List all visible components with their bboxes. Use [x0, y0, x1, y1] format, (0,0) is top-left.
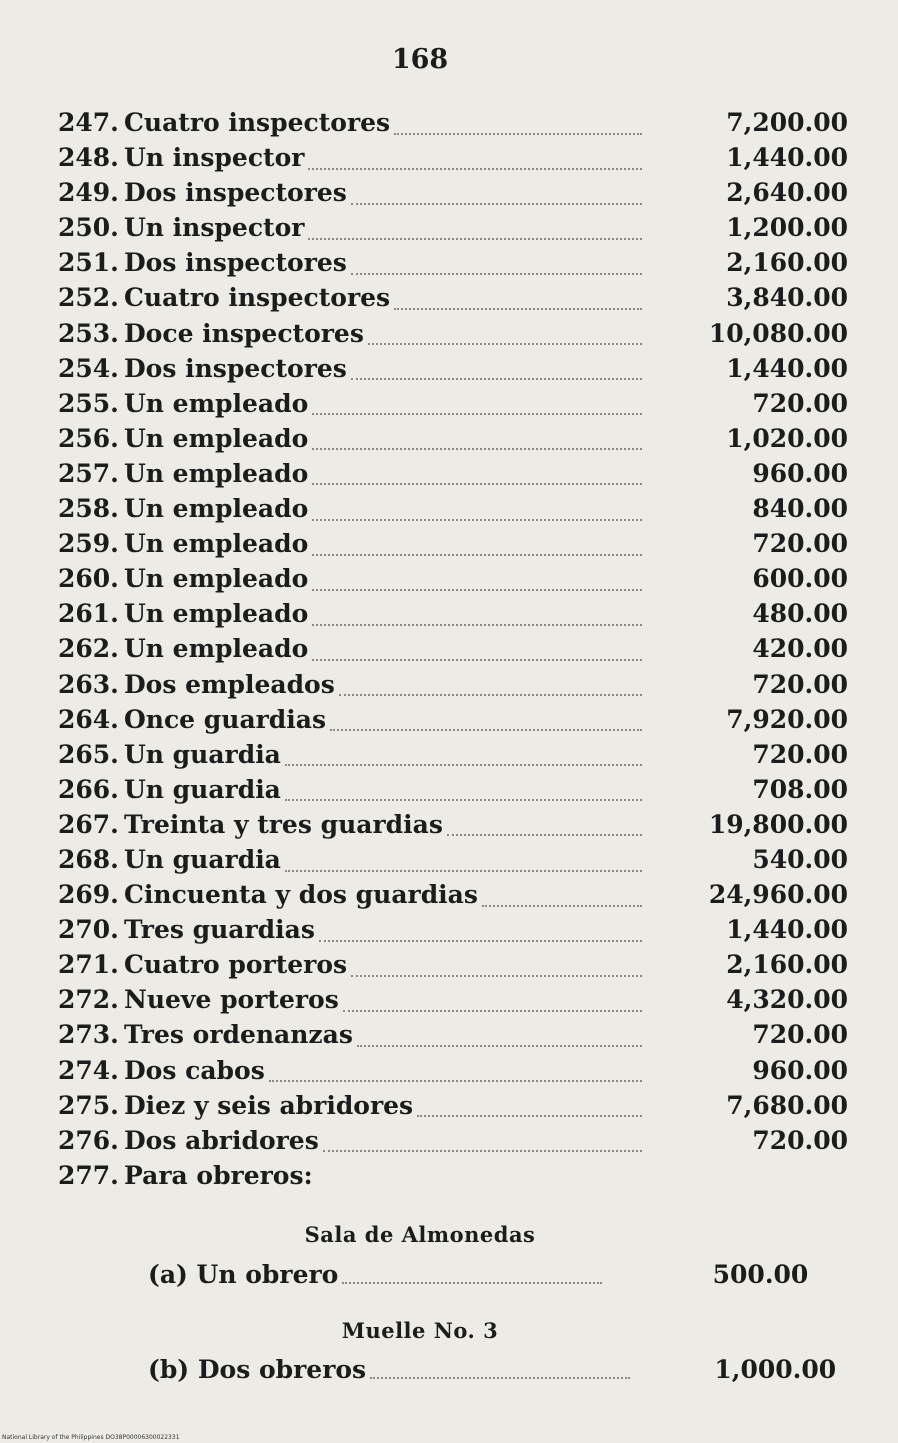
- entry-amount: 720.00: [752, 669, 848, 699]
- entry-description: Un empleado: [124, 599, 309, 629]
- sub-entry-b: [148, 1355, 838, 1384]
- dot-leader: [308, 168, 642, 170]
- entry-amount: 720.00: [752, 529, 848, 559]
- entry-amount: 840.00: [752, 494, 848, 524]
- entry-description: Un empleado: [124, 634, 309, 664]
- entry-amount: 1,440.00: [726, 143, 848, 173]
- entry-row: [58, 494, 848, 529]
- entry-row: [58, 248, 848, 283]
- entry-row: [58, 283, 848, 318]
- entry-number: 264.: [58, 704, 119, 734]
- entry-description: Tres guardias: [124, 915, 315, 945]
- dot-leader: [343, 1010, 642, 1012]
- entry-amount: 4,320.00: [726, 985, 848, 1015]
- entry-row: [58, 599, 848, 634]
- dot-leader: [312, 448, 642, 450]
- entry-number: 250.: [58, 213, 119, 243]
- entry-row: [58, 564, 848, 599]
- dot-leader: [312, 519, 642, 521]
- entry-number: 274.: [58, 1055, 119, 1085]
- entry-row: [58, 389, 848, 424]
- entry-amount: 960.00: [752, 458, 848, 488]
- sub-entry-amount: 500.00: [712, 1260, 809, 1289]
- entry-amount: 960.00: [752, 1055, 848, 1085]
- entry-description: Un inspector: [124, 213, 305, 243]
- dot-leader: [312, 624, 642, 626]
- dot-leader: [351, 378, 642, 380]
- dot-leader: [319, 940, 642, 942]
- entry-amount: 720.00: [752, 388, 848, 418]
- entry-number: 247.: [58, 108, 119, 137]
- section-title-muelle: Muelle No. 3: [341, 1318, 499, 1343]
- entry-number: 258.: [58, 494, 119, 524]
- dot-leader: [482, 905, 642, 907]
- entry-amount: 720.00: [752, 739, 848, 769]
- dot-leader: [357, 1045, 642, 1047]
- dot-leader: [394, 308, 642, 310]
- entry-number: 257.: [58, 458, 119, 488]
- entry-row: [58, 1161, 848, 1196]
- dot-leader: [351, 203, 642, 205]
- entry-description: Cuatro inspectores: [124, 283, 391, 313]
- entry-number: 270.: [58, 915, 119, 945]
- entry-description: Once guardias: [124, 704, 327, 734]
- entry-number: 276.: [58, 1125, 119, 1155]
- entry-description: Dos abridores: [124, 1125, 319, 1155]
- entry-row: [58, 915, 848, 950]
- entry-row: [58, 950, 848, 985]
- entry-amount: 1,440.00: [726, 353, 848, 383]
- dot-leader: [368, 343, 642, 345]
- dot-leader: [417, 1115, 642, 1117]
- entry-number: 255.: [58, 388, 119, 418]
- dot-leader: [342, 1282, 602, 1284]
- entry-row: [58, 108, 848, 143]
- sub-entry-label: (b) Dos obreros: [148, 1355, 367, 1384]
- entry-number: 275.: [58, 1090, 119, 1120]
- entry-amount: 708.00: [752, 774, 848, 804]
- entry-number: 273.: [58, 1020, 119, 1050]
- footer-credit: National Library of the Philippines DO38P00006300022331: [2, 1434, 180, 1441]
- dot-leader: [447, 834, 642, 836]
- entry-description: Cuatro inspectores: [124, 108, 391, 137]
- dot-leader: [312, 589, 642, 591]
- entry-description: Un empleado: [124, 388, 309, 418]
- entry-row: [58, 775, 848, 810]
- entry-row: [58, 354, 848, 389]
- dot-leader: [330, 729, 642, 731]
- entry-amount: 1,200.00: [726, 213, 848, 243]
- entry-number: 263.: [58, 669, 119, 699]
- sub-entry-amount: 1,000.00: [714, 1355, 837, 1384]
- entry-amount: 7,920.00: [726, 704, 848, 734]
- entry-description: Un guardia: [124, 739, 281, 769]
- entry-row: [58, 705, 848, 740]
- entry-amount: 7,200.00: [726, 108, 848, 137]
- entry-description: Un empleado: [124, 564, 309, 594]
- dot-leader: [312, 413, 642, 415]
- entry-amount: 720.00: [752, 1020, 848, 1050]
- page-number: 168: [391, 44, 449, 75]
- entry-description: Un guardia: [124, 844, 281, 874]
- entry-row: [58, 1020, 848, 1055]
- dot-leader: [339, 694, 642, 696]
- entry-row: [58, 1091, 848, 1126]
- entry-number: 252.: [58, 283, 119, 313]
- dot-leader: [308, 238, 642, 240]
- entry-row: [58, 529, 848, 564]
- entry-description: Dos inspectores: [124, 353, 347, 383]
- entry-description: Dos inspectores: [124, 248, 347, 278]
- entry-number: 272.: [58, 985, 119, 1015]
- entry-description: Un empleado: [124, 423, 309, 453]
- entry-description: Tres ordenanzas: [124, 1020, 353, 1050]
- entry-description: Un inspector: [124, 143, 305, 173]
- entry-amount: 24,960.00: [708, 880, 848, 910]
- dot-leader: [351, 273, 642, 275]
- entry-number: 251.: [58, 248, 119, 278]
- entry-amount: 3,840.00: [726, 283, 848, 313]
- entry-row: [58, 424, 848, 459]
- entry-description: Un guardia: [124, 774, 281, 804]
- entry-number: 249.: [58, 178, 119, 208]
- dot-leader: [370, 1377, 630, 1379]
- entry-row: [58, 740, 848, 775]
- dot-leader: [323, 1150, 642, 1152]
- entry-number: 269.: [58, 880, 119, 910]
- entry-number: 267.: [58, 809, 119, 839]
- entry-number: 265.: [58, 739, 119, 769]
- entry-amount: 2,160.00: [726, 248, 848, 278]
- entry-row: [58, 178, 848, 213]
- entry-description: Cincuenta y dos guardias: [124, 880, 478, 910]
- entry-amount: 720.00: [752, 1125, 848, 1155]
- entry-amount: 7,680.00: [726, 1090, 848, 1120]
- entry-description: Un empleado: [124, 458, 309, 488]
- entry-amount: 2,640.00: [726, 178, 848, 208]
- entry-amount: 1,440.00: [726, 915, 848, 945]
- entry-number: 268.: [58, 844, 119, 874]
- entry-description: Dos cabos: [124, 1055, 265, 1085]
- entry-description: Un empleado: [124, 494, 309, 524]
- dot-leader: [285, 870, 642, 872]
- entry-row: [58, 213, 848, 248]
- entry-description: Treinta y tres guardias: [124, 809, 443, 839]
- entry-number: 277.: [58, 1160, 119, 1190]
- entry-description: Cuatro porteros: [124, 950, 348, 980]
- entry-description: Dos empleados: [124, 669, 335, 699]
- entry-amount: 600.00: [752, 564, 848, 594]
- entry-amount: 1,020.00: [726, 423, 848, 453]
- entry-number: 256.: [58, 423, 119, 453]
- section-title-sala: Sala de Almonedas: [304, 1222, 536, 1247]
- entry-amount: 480.00: [752, 599, 848, 629]
- entry-description: Para obreros:: [124, 1160, 313, 1190]
- entry-number: 259.: [58, 529, 119, 559]
- entry-row: [58, 1056, 848, 1091]
- dot-leader: [285, 764, 642, 766]
- entry-row: [58, 880, 848, 915]
- entry-number: 266.: [58, 774, 119, 804]
- entry-row: [58, 634, 848, 669]
- entry-row: [58, 143, 848, 178]
- entry-number: 262.: [58, 634, 119, 664]
- entry-description: Dos inspectores: [124, 178, 347, 208]
- entry-row: [58, 319, 848, 354]
- dot-leader: [312, 659, 642, 661]
- entry-number: 261.: [58, 599, 119, 629]
- entry-number: 254.: [58, 353, 119, 383]
- appropriation-list: [58, 108, 848, 1196]
- dot-leader: [312, 554, 642, 556]
- dot-leader: [269, 1080, 642, 1082]
- entry-row: [58, 459, 848, 494]
- entry-amount: 19,800.00: [708, 809, 848, 839]
- entry-description: Diez y seis abridores: [124, 1090, 414, 1120]
- entry-row: [58, 1126, 848, 1161]
- entry-description: Un empleado: [124, 529, 309, 559]
- entry-row: [58, 810, 848, 845]
- dot-leader: [285, 799, 642, 801]
- sub-entry-label: (a) Un obrero: [148, 1260, 339, 1289]
- entry-description: Nueve porteros: [124, 985, 339, 1015]
- entry-amount: 2,160.00: [726, 950, 848, 980]
- entry-amount: 540.00: [752, 844, 848, 874]
- dot-leader: [312, 483, 642, 485]
- entry-number: 260.: [58, 564, 119, 594]
- entry-row: [58, 845, 848, 880]
- dot-leader: [394, 133, 642, 135]
- entry-amount: 420.00: [752, 634, 848, 664]
- entry-row: [58, 670, 848, 705]
- sub-entry-a: [148, 1260, 838, 1289]
- entry-number: 253.: [58, 318, 119, 348]
- entry-row: [58, 985, 848, 1020]
- dot-leader: [351, 975, 642, 977]
- entry-number: 248.: [58, 143, 119, 173]
- entry-number: 271.: [58, 950, 119, 980]
- entry-amount: 10,080.00: [708, 318, 848, 348]
- entry-description: Doce inspectores: [124, 318, 364, 348]
